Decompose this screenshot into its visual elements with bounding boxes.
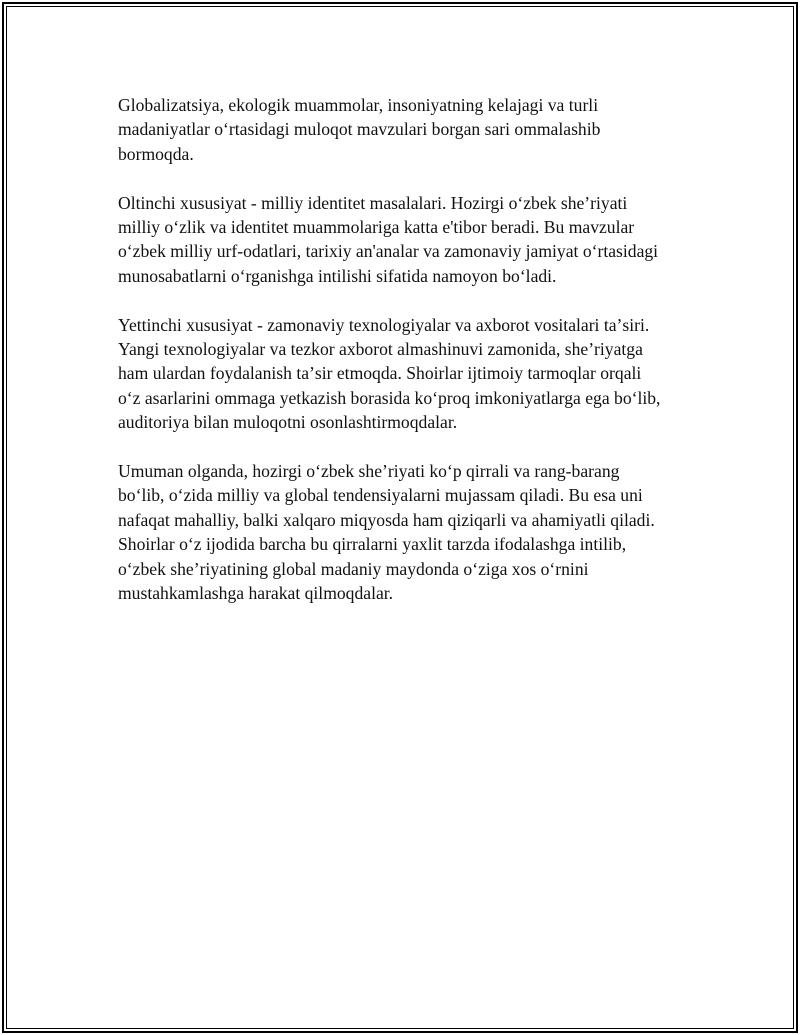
paragraph-seventh-feature: Yettinchi xususiyat - zamonaviy texnologiyalar va axborot vositalari taʼsiri. Yangi texnologiyalar va tezkor axborot almashinuvi zamonida, sheʼriyatga ham ulardan foydalanish taʼsir etmoqda. Shoirlar ijtimoiy tarmoqlar orqali oʻz asarlarini ommaga yetkazish borasida koʻproq imkoniyatlarga ega boʻlib, auditoriya bilan muloqotni osonlashtirmoqdalar. bbox=[118, 314, 661, 433]
document-body bbox=[118, 93, 698, 630]
paragraph-conclusion: Umuman olganda, hozirgi oʻzbek sheʼriyati koʻp qirrali va rang-barang boʻlib, oʻzida milliy va global tendensiyalarni mujassam qiladi. Bu esa uni nafaqat mahalliy, balki xalqaro miqyosda ham qiziqarli va ahamiyatli qiladi. Shoirlar oʻz ijodida barcha bu qirralarni yaxlit tarzda ifodalashga intilib, oʻzbek sheʼriyatining global madaniy maydonda oʻziga xos oʻrnini mustahkamlashga harakat qilmoqdalar. bbox=[118, 461, 655, 604]
paragraph-sixth-feature: Oltinchi xususiyat - milliy identitet masalalari. Hozirgi oʻzbek sheʼriyati milliy oʻzlik va identitet muammolariga katta e'tibor beradi. Bu mavzular oʻzbek milliy urf-odatlari, tarixiy an'analar va zamonaviy jamiyat oʻrtasidagi munosabatlarni oʻrganishga intilishi sifatida namoyon boʻladi. bbox=[118, 192, 659, 286]
paragraph-globalization: Globalizatsiya, ekologik muammolar, insoniyatning kelajagi va turli madaniyatlar oʻrtasidagi muloqot mavzulari borgan sari ommalashib bormoqda. bbox=[118, 95, 601, 164]
